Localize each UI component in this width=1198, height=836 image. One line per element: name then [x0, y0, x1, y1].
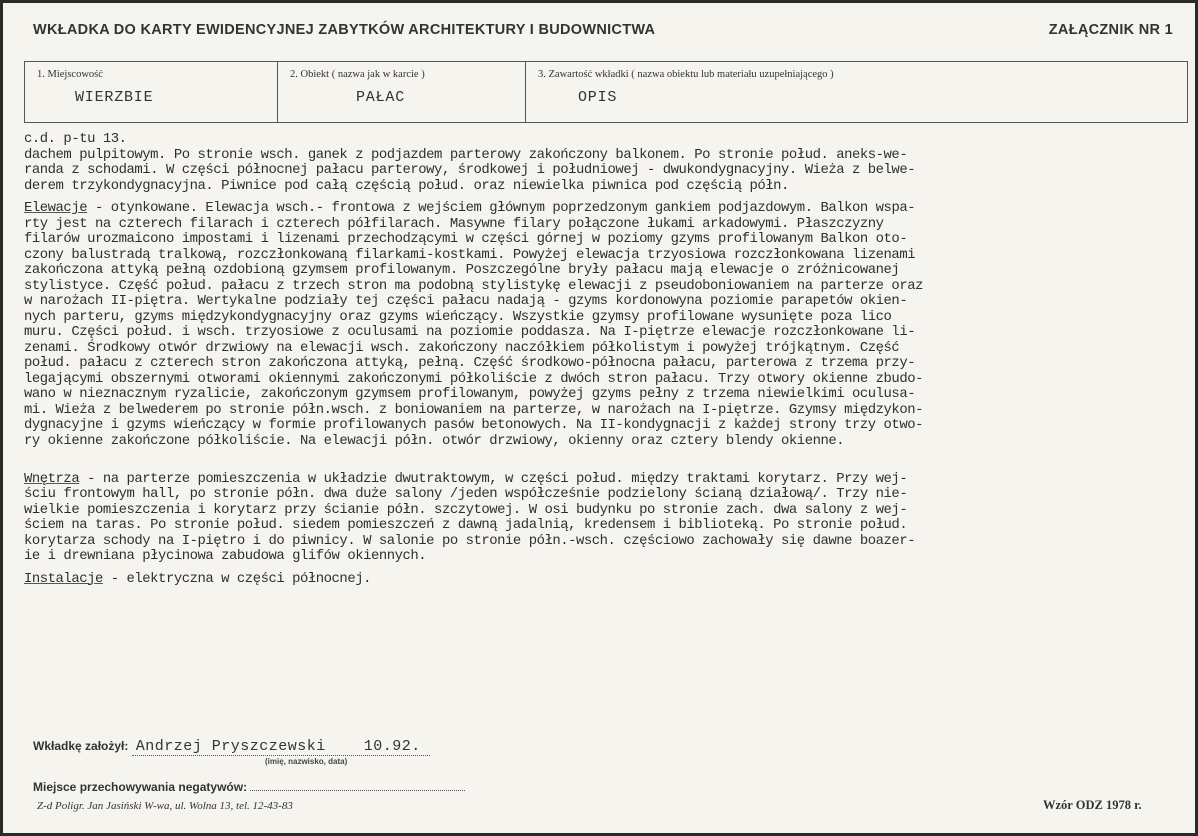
text-line: legającymi obszernymi otworami okiennymi zakończonymi półkoliście z dwóch stron pałacu. Trzy otwory okienne zbudo-: [24, 370, 923, 387]
card-title: WKŁADKA DO KARTY EWIDENCYJNEJ ZABYTKÓW ARCHITEKTURY I BUDOWNICTWA: [33, 22, 656, 38]
content-value: OPIS: [578, 89, 618, 106]
text-fragment: - na parterze pomieszczenia w układzie dwutraktowym, w części połud. między traktami korytarz. Przy wej-: [79, 470, 908, 487]
founder-hint: (imię, nazwisko, data): [265, 757, 348, 766]
founder-date: 10.92.: [363, 738, 421, 755]
founder-name: Andrzej Pryszczewski: [135, 738, 326, 755]
text-line: derem trzykondygnacyjna. Piwnice pod całą częścią połud. oraz niewielka piwnica pod częścią półn.: [24, 177, 789, 194]
annex-number: ZAŁĄCZNIK NR 1: [1048, 22, 1173, 38]
text-fragment: - otynkowane. Elewacja wsch.- frontowa z wejściem głównym poprzedzonym gankiem podjazdowym. Balkon wspa-: [87, 200, 916, 216]
text-line: randa z schodami. W części północnej pałacu parterowy, środkowej i południowej - dwukondygnacyjny. Wieża z belwe-: [24, 162, 916, 178]
object-box: [277, 62, 526, 122]
inventory-card: [3, 3, 1195, 833]
text-line: [24, 201, 1194, 217]
founder-field: [132, 738, 430, 756]
founder-row: [33, 738, 430, 756]
text-line: czony balustradą tralkową, rozczłonkowaną filarkami-kostkami. Powyżej elewacja trzyosiowa rozczłonkowana lizenami: [24, 246, 916, 263]
locality-box: [25, 62, 277, 122]
continuation-note: c.d. p-tu 13.: [24, 131, 127, 147]
printer-imprint: Z-d Poligr. Jan Jasiński W-wa, ul. Wolna 13, tel. 12-43-83: [37, 800, 293, 812]
text-line: zakończona attyką pełną ozdobioną gzymsem profilowanym. Poszczególne bryły pałacu mają elewacje o zróżnicowanej: [24, 262, 900, 278]
text-line: [24, 449, 1194, 465]
founder-label: Wkładkę założył:: [33, 739, 129, 753]
text-line: wielkie pomieszczenia i korytarz przy ścianie półn. szczytowej. W osi budynku po stronie zach. dwa salony z wej-: [24, 501, 908, 518]
text-line: [24, 572, 1194, 588]
text-line: dygnacyjne i gzyms wieńczący w formie profilowanych pasów betonowych. Na II-kondygnacji z każdej strony trzy otwo-: [24, 417, 923, 433]
text-line: zenami. Środkowy otwór drzwiowy na elewacji wsch. zakończony naczółkiem półkolistym i powyżej trójkątnym. Część: [24, 339, 900, 356]
locality-label: 1. Miejscowość: [37, 69, 103, 80]
text-line: ściu frontowym hall, po stronie półn. dwa duże salony /jeden współcześnie podzielony ścianą działową/. Trzy nie-: [24, 486, 908, 502]
negatives-field: [250, 780, 465, 791]
text-line: ie i drewniana płycinowa zabudowa glifów okiennych.: [24, 548, 427, 564]
identification-boxes: [24, 61, 1188, 123]
text-line: filarów urozmaicono impostami i lizenami przechodzącymi w części górnej w poziomy gzyms profilowanym Balkon oto-: [24, 231, 908, 247]
text-fragment: - elektryczna w części północnej.: [102, 570, 371, 587]
description-text: [24, 132, 1194, 587]
section-heading-elewacje: Elewacje: [24, 200, 88, 216]
text-line: nych parteru, gzyms międzykondygnacyjny oraz gzyms wieńczący. Wszystkie gzymsy profilowane wysunięte poza lico: [24, 308, 892, 325]
text-line: mi. Wieża z belwederem po stronie półn.wsch. z boniowaniem na parterze, w narożach na I-piętrze. Gzymsy międzykon-: [24, 401, 923, 418]
negatives-label: Miejsce przechowywania negatywów:: [33, 780, 248, 794]
locality-value: WIERZBIE: [75, 89, 154, 106]
text-line: rty jest na czterech filarach i czterech półfilarach. Masywne filary połączone łukami arkadowymi. Płaszczyzny: [24, 215, 884, 232]
text-line: ry okienne zakończone półkoliście. Na elewacji półn. otwór drzwiowy, okienny oraz cztery blendy okienne.: [24, 432, 845, 449]
text-line: w narożach II-piętra. Wertykalne podziały tej części pałacu nadają - gzyms kordonowyna poziomie parapetów okien-: [24, 293, 908, 309]
text-line: muru. Części połud. i wsch. trzyosiowe z oculusami na poziomie poddasza. Na I-piętrze elewacje rozczłonkowane li-: [24, 324, 916, 340]
content-box: [525, 62, 1188, 122]
section-heading-wnetrza: Wnętrza: [24, 470, 80, 487]
form-model: Wzór ODZ 1978 r.: [1043, 798, 1142, 812]
text-line: [24, 472, 1194, 488]
negatives-row: [33, 780, 465, 794]
object-value: PAŁAC: [356, 89, 406, 106]
content-label: 3. Zawartość wkładki ( nazwa obiektu lub materiału uzupełniającego ): [538, 69, 834, 80]
text-line: stylistyce. Część połud. pałacu z trzech stron ma podobną stylistykę elewacji z pseudoboniowaniem na parterze oraz: [24, 277, 923, 294]
text-line: korytarza schody na I-piętro i do piwnicy. W salonie po stronie półn.-wsch. częściowo zachowały się dawne boazer-: [24, 532, 916, 549]
text-line: dachem pulpitowym. Po stronie wsch. ganek z podjazdem parterowy zakończony balkonem. Po stronie połud. aneks-we-: [24, 146, 908, 163]
text-line: połud. pałacu z czterech stron zakończona attyką, pełną. Część środkowo-północna pałacu, parterowa z trzema przy-: [24, 355, 916, 371]
section-heading-instalacje: Instalacje: [24, 570, 103, 587]
text-line: wano w nieznacznym ryzalicie, zakończonym gzymsem profilowanym, powyżej gzyms pełny z trzema niewielkimi oculusa-: [24, 386, 916, 402]
object-label: 2. Obiekt ( nazwa jak w karcie ): [290, 69, 425, 80]
text-line: ściem na taras. Po stronie połud. siedem pomieszczeń z dawną jadalnią, kredensem i biblioteką. Po stronie połud.: [24, 517, 908, 533]
